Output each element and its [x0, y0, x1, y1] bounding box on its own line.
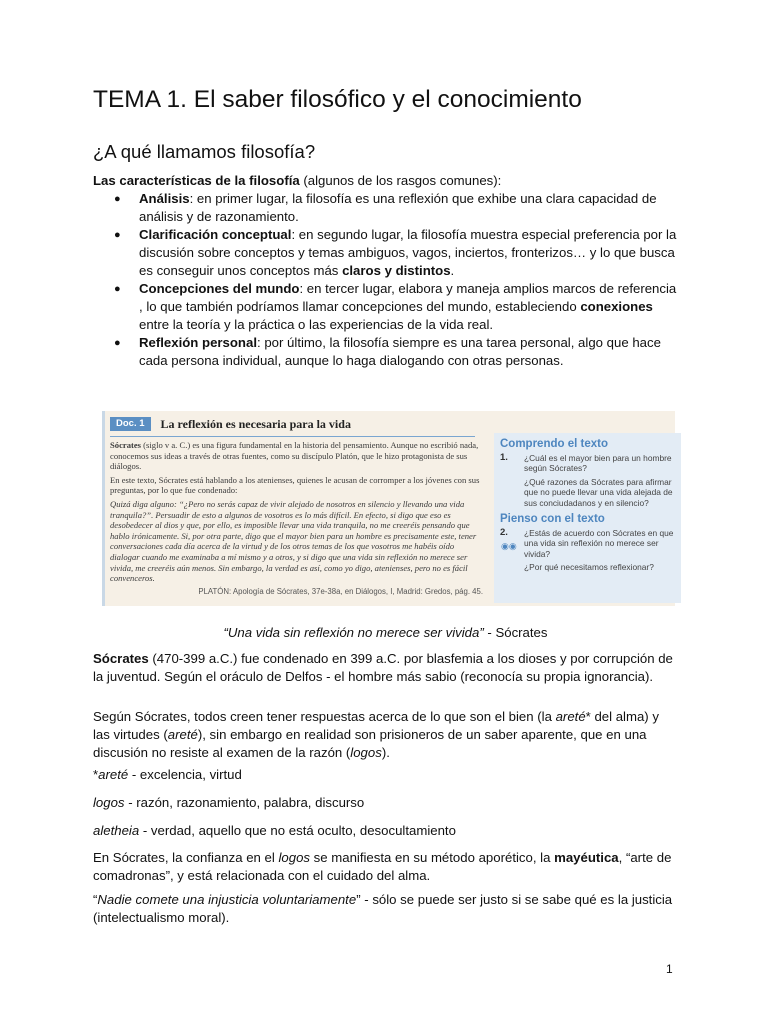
document-paragraph: En este texto, Sócrates está hablando a los atenienses, quienes le acusan de corromper a los jóvenes con sus preguntas, por lo que fue condenado: — [110, 474, 480, 496]
list-item: ● Análisis: en primer lugar, la filosofía es una reflexión que exhibe una clara capacidad de análisis y de razonamiento. — [114, 191, 657, 224]
document-title: La reflexión es necesaria para la vida — [160, 416, 351, 431]
section-heading: ¿A qué llamamos filosofía? — [93, 141, 316, 162]
page-title: TEMA 1. El saber filosófico y el conocimiento — [93, 86, 582, 113]
document-source: PLATÓN: Apología de Sócrates, 37e-38a, en Diálogos, I, Madrid: Gredos, pág. 45. — [198, 586, 483, 596]
characteristics-section — [93, 172, 678, 370]
definition-arete: *areté - excelencia, virtud — [93, 767, 242, 782]
question-item: ¿Qué razones da Sócrates para afirmar que no puede llevar una vida alejada de sus conciudadanos y en silencio? — [524, 476, 673, 508]
questions-heading: Comprendo el texto — [500, 438, 608, 450]
characteristics-intro: Las características de la filosofía (algunos de los rasgos comunes): — [93, 173, 502, 188]
document-quote: Quizá diga alguno: “¿Pero no serás capaz de vivir alejado de nosotros en silencio y llevando una vida tranquila?”. Persuadir de esto a algunos de vosotros es lo más difícil. En efecto, si digo que eso es desobedecer al dios y que, por ello, es imposible llevar una vida tranquila, no me creeréis pensando que hablo irónicamente. Si, por otra parte, digo que el mayor bien para un hombre es precisamente este, tener conversaciones cada día acerca de la virtud y de los otros temas de los que vosotros me habéis oído dialogar cuando me examinaba a mí mismo y a otros, y si digo que una vida sin reflexión no merece ser vivida, me creeréis aún menos. Sin embargo, la verdad es así, como yo digo, atenienses, pero no es fácil convenceros. — [110, 498, 477, 584]
owl-icon: ◉◉ — [501, 541, 517, 552]
list-item: ● Concepciones del mundo: en tercer lugar, elabora y maneja amplios marcos de referencia , lo que también podríamos llamar concepciones del mundo, estableciendo conexiones entre la teoría y la práctica o las experiencias de la vida real. — [114, 281, 677, 332]
document-questions-panel — [494, 433, 681, 603]
segun-paragraph: Según Sócrates, todos creen tener respuestas acerca de lo que son el bien (la areté* del alma) y las virtudes (areté), sin embargo en realidad son prisioneros de un saber aparente, que en una discusión no resiste al examen de la razón (logos). — [93, 709, 659, 760]
document-paragraph: Sócrates (siglo v a. C.) es una figura fundamental en la historia del pensamiento. Aunque no escribió nada, conocemos sus ideas a través de otras fuentes, como su discípulo Platón, que le hizo protagonista de sus diálogos. — [110, 440, 479, 472]
characteristics-list — [93, 190, 678, 370]
questions-heading: Pienso con el texto — [500, 513, 605, 526]
document-text-column — [110, 415, 483, 596]
document-tag: Doc. 1 — [110, 417, 151, 431]
confianza-paragraph: En Sócrates, la confianza en el logos se manifiesta en su método aporético, la mayéutica, “arte de comadronas”, y está relacionada con el cuidado del alma. — [93, 850, 672, 883]
bullet-icon: ● — [114, 283, 121, 295]
question-item: ¿Por qué necesitamos reflexionar? — [524, 562, 654, 573]
nadie-paragraph: “Nadie comete una injusticia voluntariamente” - sólo se puede ser justo si se sabe qué es la justicia (intelectualismo moral). — [93, 892, 673, 925]
document-header — [110, 415, 483, 433]
textbook-document-image — [102, 411, 675, 606]
image-caption: “Una vida sin reflexión no merece ser vivida” - Sócrates — [223, 625, 548, 640]
page-number: 1 — [666, 962, 673, 976]
definition-aletheia: aletheia - verdad, aquello que no está oculto, desocultamiento — [93, 823, 456, 838]
list-item: ● Reflexión personal: por último, la filosofía siempre es una tarea personal, algo que hace cada persona individual, aunque lo haga dialogando con otras personas. — [114, 335, 661, 368]
list-item: ● Clarificación conceptual: en segundo lugar, la filosofía muestra especial preferencia por la discusión sobre conceptos y temas ambiguos, vagos, inciertos, fronterizos… y lo que busca es conseguir unos conceptos más claros y distintos. — [114, 227, 677, 278]
bullet-icon: ● — [114, 229, 121, 241]
divider — [110, 436, 475, 437]
bullet-icon: ● — [114, 337, 121, 349]
question-item: 2. ◉◉ ¿Estás de acuerdo con Sócrates en que una vida sin reflexión no merece ser vivida? — [500, 527, 674, 559]
definition-logos: logos - razón, razonamiento, palabra, discurso — [93, 795, 365, 810]
socrates-paragraph: Sócrates (470-399 a.C.) fue condenado en 399 a.C. por blasfemia a los dioses y por corrupción de la juventud. Según el oráculo de Delfos - el hombre más sabio (reconocía su propia ignorancia). — [93, 651, 673, 684]
bullet-icon: ● — [114, 193, 121, 205]
question-item: 1. ¿Cuál es el mayor bien para un hombre según Sócrates? — [500, 452, 672, 474]
